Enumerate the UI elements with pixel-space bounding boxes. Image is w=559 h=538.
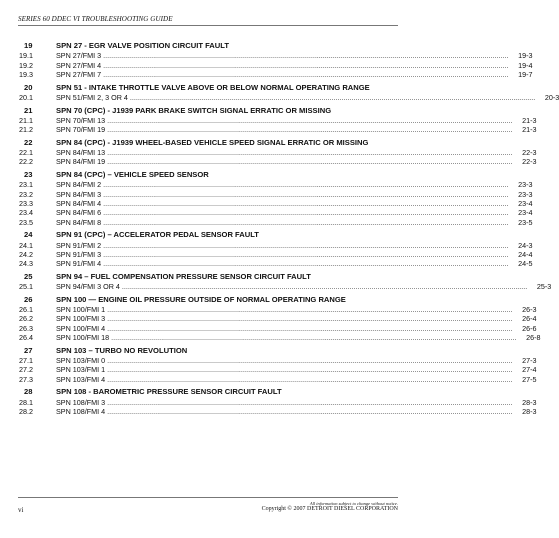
entry-page: 23-5 <box>518 217 533 227</box>
entry-number: 27.1 <box>19 356 33 366</box>
section-number: 23 <box>24 170 33 180</box>
page-header: SERIES 60 DDEC VI TROUBLESHOOTING GUIDE <box>18 15 398 26</box>
entry-page: 20-3 <box>544 92 559 102</box>
entry-page: 22-3 <box>522 157 537 167</box>
entry-page: 21-3 <box>522 115 537 125</box>
dot-leader: ........................................................................................................................................................................................................... <box>107 125 513 135</box>
dot-leader: ........................................................................................................................................................................................................... <box>103 180 509 190</box>
toc-entry <box>19 365 537 375</box>
section-title: SPN 91 (CPC) – ACCELERATOR PEDAL SENSOR FAULT <box>56 230 259 240</box>
entry-number: 24.1 <box>19 240 33 250</box>
entry-page: 22-3 <box>522 148 537 158</box>
entry-number: 26.2 <box>19 314 33 324</box>
entry-title: SPN 27/FMI 7 <box>56 69 102 79</box>
toc-entry <box>19 148 537 158</box>
section-title: SPN 27 - EGR VALVE POSITION CIRCUIT FAULT <box>56 41 229 50</box>
entry-title: SPN 108/FMI 3 <box>56 397 106 407</box>
entry-title: SPN 27/FMI 4 <box>56 60 102 70</box>
dot-leader: ........................................................................................................................................................................................................... <box>107 148 513 158</box>
entry-number: 25.1 <box>19 282 33 292</box>
entry-number: 26.3 <box>19 323 33 333</box>
entry-title: SPN 91/FMI 4 <box>56 259 102 269</box>
entry-page: 21-3 <box>522 125 537 135</box>
section-number: 24 <box>24 230 33 240</box>
entry-number: 23.1 <box>19 180 33 190</box>
entry-number: 19.2 <box>19 60 33 70</box>
table-of-contents <box>19 40 559 416</box>
entry-title: SPN 27/FMI 3 <box>56 51 102 61</box>
entry-page: 23-3 <box>518 189 533 199</box>
entry-page: 26-3 <box>522 305 537 315</box>
dot-leader: ........................................................................................................................................................................................................... <box>103 60 509 70</box>
entry-number: 21.2 <box>19 125 33 135</box>
entry-number: 28.2 <box>19 406 33 416</box>
dot-leader: ........................................................................................................................................................................................................... <box>107 305 513 315</box>
toc-entry <box>19 180 533 190</box>
toc-entry <box>19 333 541 343</box>
entry-title: SPN 84/FMI 2 <box>56 180 102 190</box>
section-title: SPN 100 — ENGINE OIL PRESSURE OUTSIDE OF NORMAL OPERATING RANGE <box>56 294 346 304</box>
dot-leader: ........................................................................................................................................................................................................... <box>103 217 509 227</box>
page-footer <box>18 497 398 514</box>
dot-leader: ........................................................................................................................................................................................................... <box>103 259 509 269</box>
entry-title: SPN 91/FMI 3 <box>56 249 102 259</box>
toc-entry <box>19 115 537 125</box>
copyright-notice: Copyright © 2007 DETROIT DIESEL CORPORATION <box>261 506 398 512</box>
section-number: 19 <box>24 41 33 50</box>
toc-entry <box>19 323 537 333</box>
toc-entry <box>19 356 537 366</box>
toc-entry <box>19 314 537 324</box>
section-number: 22 <box>24 137 33 147</box>
entry-number: 26.1 <box>19 305 33 315</box>
entry-title: SPN 100/FMI 1 <box>56 305 106 315</box>
entry-title: SPN 100/FMI 4 <box>56 323 106 333</box>
dot-leader: ........................................................................................................................................................................................................... <box>107 406 513 416</box>
section-heading <box>19 169 391 180</box>
entry-number: 24.2 <box>19 249 33 259</box>
section-heading <box>19 271 391 282</box>
section-number: 25 <box>24 271 33 281</box>
section-title: SPN 108 - BAROMETRIC PRESSURE SENSOR CIRCUIT FAULT <box>56 387 282 397</box>
toc-entry <box>19 217 533 227</box>
entry-title: SPN 103/FMI 4 <box>56 374 106 384</box>
footer-right <box>262 501 398 512</box>
toc-entry <box>19 282 552 292</box>
entry-number: 27.2 <box>19 365 33 375</box>
dot-leader: ........................................................................................................................................................................................................... <box>103 208 509 218</box>
section-number: 26 <box>24 294 33 304</box>
dot-leader: ........................................................................................................................................................................................................... <box>103 249 509 259</box>
section-number: 28 <box>24 387 33 397</box>
dot-leader: ........................................................................................................................................................................................................... <box>107 397 513 407</box>
toc-entry <box>19 259 533 269</box>
section-heading <box>19 294 391 305</box>
toc-entry <box>19 249 533 259</box>
entry-number: 22.2 <box>19 157 33 167</box>
entry-page: 23-4 <box>518 198 533 208</box>
section-heading <box>19 137 391 148</box>
entry-page: 28-3 <box>522 397 537 407</box>
dot-leader: ........................................................................................................................................................................................................... <box>107 365 513 375</box>
entry-title: SPN 84/FMI 13 <box>56 148 106 158</box>
entry-page: 26-4 <box>522 314 537 324</box>
dot-leader: ........................................................................................................................................................................................................... <box>103 69 509 79</box>
toc-entry <box>19 157 537 167</box>
entry-title: SPN 103/FMI 1 <box>56 365 106 375</box>
dot-leader: ........................................................................................................................................................................................................... <box>107 356 513 366</box>
footer-note: All information subject to change without notice. <box>309 501 398 506</box>
entry-page: 24-4 <box>518 249 533 259</box>
section-heading <box>19 386 391 397</box>
entry-number: 20.1 <box>19 92 33 102</box>
entry-title: SPN 70/FMI 13 <box>56 115 106 125</box>
entry-title: SPN 94/FMI 3 OR 4 <box>56 282 120 292</box>
entry-number: 22.1 <box>19 148 33 158</box>
entry-title: SPN 100/FMI 3 <box>56 314 106 324</box>
entry-number: 24.3 <box>19 259 33 269</box>
dot-leader: ........................................................................................................................................................................................................... <box>107 323 513 333</box>
entry-number: 23.4 <box>19 208 33 218</box>
entry-page: 26-6 <box>522 323 537 333</box>
dot-leader: ........................................................................................................................................................................................................... <box>103 198 509 208</box>
entry-page: 19-7 <box>518 69 533 79</box>
entry-title: SPN 108/FMI 4 <box>56 406 106 416</box>
section-title: SPN 51 - INTAKE THROTTLE VALVE ABOVE OR BELOW NORMAL OPERATING RANGE <box>56 82 370 92</box>
entry-page: 24-3 <box>518 240 533 250</box>
toc-entry <box>19 125 537 135</box>
entry-page: 25-3 <box>536 282 552 292</box>
entry-page: 27-4 <box>522 365 537 375</box>
toc-entry <box>19 374 537 384</box>
entry-title: SPN 84/FMI 4 <box>56 198 102 208</box>
section-title: SPN 84 (CPC) - J1939 WHEEL-BASED VEHICLE SPEED SIGNAL ERRATIC OR MISSING <box>56 137 369 147</box>
toc-entry <box>19 208 533 218</box>
toc-entry <box>19 397 537 407</box>
dot-leader: ........................................................................................................................................................................................................... <box>103 51 509 61</box>
toc-entry <box>19 69 533 79</box>
entry-page: 28-3 <box>522 406 537 416</box>
entry-page: 27-3 <box>522 356 537 366</box>
entry-number: 23.5 <box>19 217 33 227</box>
section-number: 20 <box>24 82 33 92</box>
toc-entry <box>19 406 537 416</box>
entry-title: SPN 103/FMI 0 <box>56 356 106 366</box>
dot-leader: ........................................................................................................................................................................................................... <box>121 282 528 292</box>
entry-title: SPN 84/FMI 19 <box>56 157 106 167</box>
dot-leader: ........................................................................................................................................................................................................... <box>111 333 517 343</box>
entry-page: 23-3 <box>518 180 533 190</box>
section-title: SPN 103 – TURBO NO REVOLUTION <box>56 345 188 355</box>
entry-number: 23.3 <box>19 198 33 208</box>
entry-page: 19-3 <box>518 51 533 61</box>
entry-title: SPN 51/FMI 2, 3 OR 4 <box>56 92 128 102</box>
entry-title: SPN 70/FMI 19 <box>56 125 106 135</box>
entry-number: 19.3 <box>19 69 33 79</box>
section-heading <box>19 40 391 51</box>
section-title: SPN 94 – FUEL COMPENSATION PRESSURE SENSOR CIRCUIT FAULT <box>56 271 311 281</box>
dot-leader: ........................................................................................................................................................................................................... <box>103 189 509 199</box>
entry-number: 27.3 <box>19 374 33 384</box>
entry-number: 19.1 <box>19 51 33 61</box>
toc-entry <box>19 189 533 199</box>
toc-entry <box>19 198 533 208</box>
dot-leader: ........................................................................................................................................................................................................... <box>107 157 513 167</box>
entry-number: 21.1 <box>19 115 33 125</box>
entry-title: SPN 91/FMI 2 <box>56 240 102 250</box>
dot-leader: ........................................................................................................................................................................................................... <box>129 92 536 102</box>
section-number: 21 <box>24 105 33 115</box>
entry-title: SPN 84/FMI 8 <box>56 217 102 227</box>
toc-entry <box>19 240 533 250</box>
dot-leader: ........................................................................................................................................................................................................... <box>107 115 513 125</box>
section-heading <box>19 229 391 240</box>
section-heading <box>19 105 391 116</box>
dot-leader: ........................................................................................................................................................................................................... <box>103 240 509 250</box>
dot-leader: ........................................................................................................................................................................................................... <box>107 374 513 384</box>
entry-page: 23-4 <box>518 208 533 218</box>
toc-entry <box>19 60 533 70</box>
entry-title: SPN 84/FMI 6 <box>56 208 102 218</box>
entry-page: 26-8 <box>526 333 541 343</box>
toc-entry <box>19 92 559 102</box>
section-number: 27 <box>24 345 33 355</box>
entry-title: SPN 84/FMI 3 <box>56 189 102 199</box>
page-number: vi <box>18 506 24 514</box>
entry-page: 27-5 <box>522 374 537 384</box>
entry-number: 26.4 <box>19 333 33 343</box>
dot-leader: ........................................................................................................................................................................................................... <box>107 314 513 324</box>
toc-entry <box>19 305 537 315</box>
entry-page: 24-5 <box>518 259 533 269</box>
section-title: SPN 84 (CPC) – VEHICLE SPEED SENSOR <box>56 170 209 180</box>
entry-number: 23.2 <box>19 189 33 199</box>
entry-number: 28.1 <box>19 397 33 407</box>
entry-page: 19-4 <box>518 60 533 70</box>
section-title: SPN 70 (CPC) - J1939 PARK BRAKE SWITCH SIGNAL ERRATIC OR MISSING <box>56 105 332 115</box>
section-heading <box>19 82 391 93</box>
entry-title: SPN 100/FMI 18 <box>56 333 110 343</box>
section-heading <box>19 345 391 356</box>
toc-entry <box>19 51 533 61</box>
